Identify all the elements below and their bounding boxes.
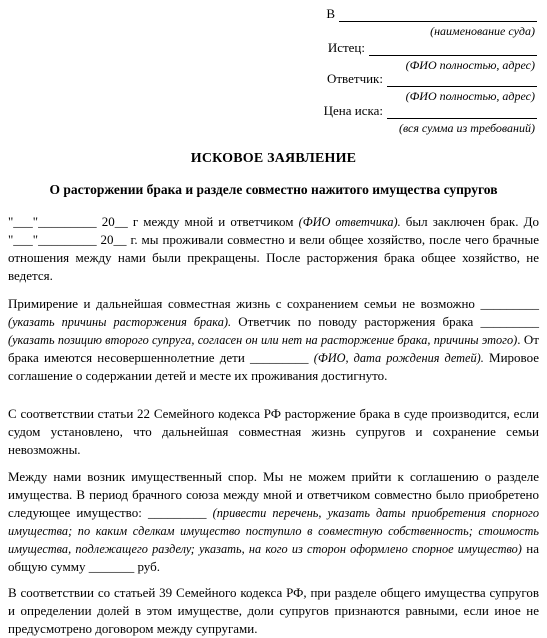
paragraph-marriage [8,213,539,285]
court-hint: (наименование суда) [430,24,535,38]
paragraph-hint: (указать позицию второго супруга, согласен он или нет на расторжение брака, причины этого) [8,333,518,347]
defendant-hint: (ФИО полностью, адрес) [405,89,535,103]
paragraph-hint: (указать причины расторжения брака). [8,315,232,329]
claim-price-row [324,103,537,119]
court-label: В [326,6,335,21]
claim-price-label: Цена иска: [323,103,383,118]
plaintiff-blank [369,41,537,56]
paragraph-hint: (привести перечень, указать даты приобретения спорного имущества; по каким сделкам имущество поступило в совместную собственность; стоимость имущества, подлежащего разделу; указать, на кого из сторон оформлено спорное имущество) [8,506,539,556]
court-blank [339,7,537,22]
paragraph-text: . От брака имеются несовершеннолетние дети _________ [8,332,539,365]
paragraph-text: на общую сумму _______ руб. [8,541,539,574]
paragraph-text: В соответствии со статьей 39 Семейного кодекса РФ, при разделе общего имущества супругов и определении долей в этом имуществе, доли супругов признаются равными, если иное не предусмотрено договором между супругами. [8,585,539,636]
paragraph-hint: (ФИО, дата рождения детей). [313,351,484,365]
defendant-label: Ответчик: [326,71,383,86]
paragraph-article-39 [8,584,539,638]
defendant-blank [387,72,537,87]
claim-price-blank [387,104,537,119]
plaintiff-hint: (ФИО полностью, адрес) [405,58,535,72]
paragraph-text: "___"_________ 20__ г между мной и ответчиком [8,214,294,229]
paragraph-article-22 [8,405,539,459]
plaintiff-label: Истец: [327,40,365,55]
court-row [326,6,537,22]
paragraph-text: Между нами возник имущественный спор. Мы не можем прийти к соглашению о разделе имущества. В период брачного союза между мной и ответчиком совместно было приобретено следующее имущество: _________ [8,469,539,520]
paragraph-text: Ответчик по поводу расторжения брака _________ [231,314,539,329]
paragraph-reasons [8,295,539,385]
paragraph-text: С соответствии статьи 22 Семейного кодекса РФ расторжение брака в суде производится, если судом установлено, что дальнейшая совместная жизнь супругов и сохранение семьи невозможны. [8,406,539,457]
paragraph-hint: (ФИО ответчика). [298,215,401,229]
paragraph-text: Мировое соглашение о содержании детей и месте их проживания достигнуто. [8,350,540,383]
claim-price-hint: (вся сумма из требований) [398,121,535,135]
paragraph-text: Примирение и дальнейшая совместная жизнь с сохранением семьи не возможно _________ [8,296,539,311]
document-subtitle: О расторжении брака и разделе совместно нажитого имущества супругов [49,182,498,197]
paragraph-text: был заключен брак. До "___"_________ 20__ г. мы проживали совместно и вели общее хозяйство, после чего брачные отношения между нами были прекращены. После расторжения брака общее хозяйство, не ведется. [8,214,539,283]
defendant-row [327,71,537,87]
paragraph-property [8,468,539,576]
plaintiff-row [328,40,537,56]
document-title: ИСКОВОЕ ЗАЯВЛЕНИЕ [190,151,357,166]
